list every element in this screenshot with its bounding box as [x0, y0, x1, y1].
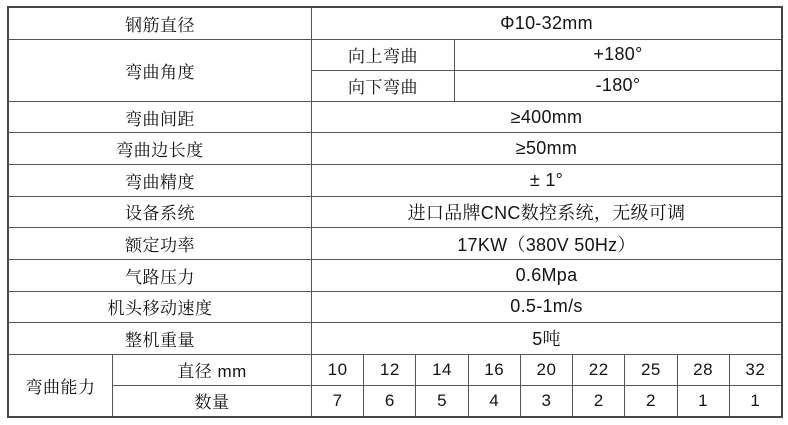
rebar-diameter-label: 钢筋直径 — [9, 8, 312, 39]
capacity-quantity-value: 2 — [625, 386, 677, 416]
rated-power-value: 17KW（380V 50Hz） — [457, 234, 636, 255]
equipment-system-value: 进口品牌CNC数控系统，无级可调 — [407, 202, 686, 223]
bend-up-value: +180° — [593, 44, 643, 65]
capacity-diameter-value: 28 — [678, 355, 730, 385]
row-equipment-system — [9, 197, 781, 229]
capacity-diameter-value: 20 — [521, 355, 573, 385]
row-rated-power — [9, 228, 781, 260]
bend-spacing-value: ≥400mm — [510, 106, 583, 127]
row-air-pressure — [9, 260, 781, 292]
bend-precision-value: ± 1° — [529, 169, 564, 190]
head-move-speed-value: 0.5-1m/s — [510, 296, 583, 317]
row-bend-spacing — [9, 102, 781, 134]
capacity-quantity-value: 1 — [678, 386, 730, 416]
bend-capacity-subrows — [113, 355, 781, 416]
capacity-quantity-label: 数量 — [113, 386, 312, 416]
capacity-diameter-value: 32 — [745, 359, 766, 379]
rebar-diameter-value: Φ10-32mm — [500, 12, 593, 33]
subrow-bend-down — [312, 71, 781, 101]
capacity-diameter-value: 14 — [416, 355, 468, 385]
total-weight-label: 整机重量 — [9, 323, 312, 354]
subrow-bend-up — [312, 40, 781, 71]
bend-capacity-label: 弯曲能力 — [9, 355, 113, 416]
capacity-quantity-value: 3 — [521, 386, 573, 416]
bend-up-label: 向上弯曲 — [312, 40, 455, 70]
row-bend-side-length — [9, 133, 781, 165]
subrow-capacity-diameters — [113, 355, 781, 386]
capacity-diameter-value: 22 — [573, 355, 625, 385]
spec-table — [7, 6, 783, 418]
subrow-capacity-quantities — [113, 386, 781, 416]
head-move-speed-label: 机头移动速度 — [9, 292, 312, 323]
row-bend-precision — [9, 165, 781, 197]
capacity-quantity-value: 4 — [469, 386, 521, 416]
equipment-system-label: 设备系统 — [9, 197, 312, 228]
air-pressure-value: 0.6Mpa — [515, 264, 578, 285]
capacity-diameter-value: 12 — [364, 355, 416, 385]
bend-angle-subrows — [312, 40, 781, 101]
bend-angle-label: 弯曲角度 — [9, 40, 312, 101]
capacity-quantity-value: 1 — [750, 390, 761, 410]
bend-side-length-value: ≥50mm — [515, 138, 578, 159]
capacity-quantity-value: 7 — [312, 386, 364, 416]
bend-side-length-label: 弯曲边长度 — [9, 133, 312, 164]
rated-power-label: 额定功率 — [9, 228, 312, 259]
capacity-diameter-value: 25 — [625, 355, 677, 385]
bend-down-label: 向下弯曲 — [312, 71, 455, 101]
capacity-quantity-value: 6 — [364, 386, 416, 416]
total-weight-value: 5吨 — [532, 329, 561, 350]
capacity-diameter-value: 16 — [469, 355, 521, 385]
row-bend-angle — [9, 40, 781, 102]
row-head-move-speed — [9, 292, 781, 324]
capacity-diameter-value: 10 — [312, 355, 364, 385]
row-total-weight — [9, 323, 781, 355]
air-pressure-label: 气路压力 — [9, 260, 312, 291]
bend-spacing-label: 弯曲间距 — [9, 102, 312, 133]
capacity-quantity-value: 5 — [416, 386, 468, 416]
row-rebar-diameter — [9, 8, 781, 40]
capacity-diameter-label: 直径 mm — [113, 355, 312, 385]
row-bend-capacity — [9, 355, 781, 416]
bend-down-value: -180° — [595, 75, 641, 96]
capacity-quantity-value: 2 — [573, 386, 625, 416]
bend-precision-label: 弯曲精度 — [9, 165, 312, 196]
